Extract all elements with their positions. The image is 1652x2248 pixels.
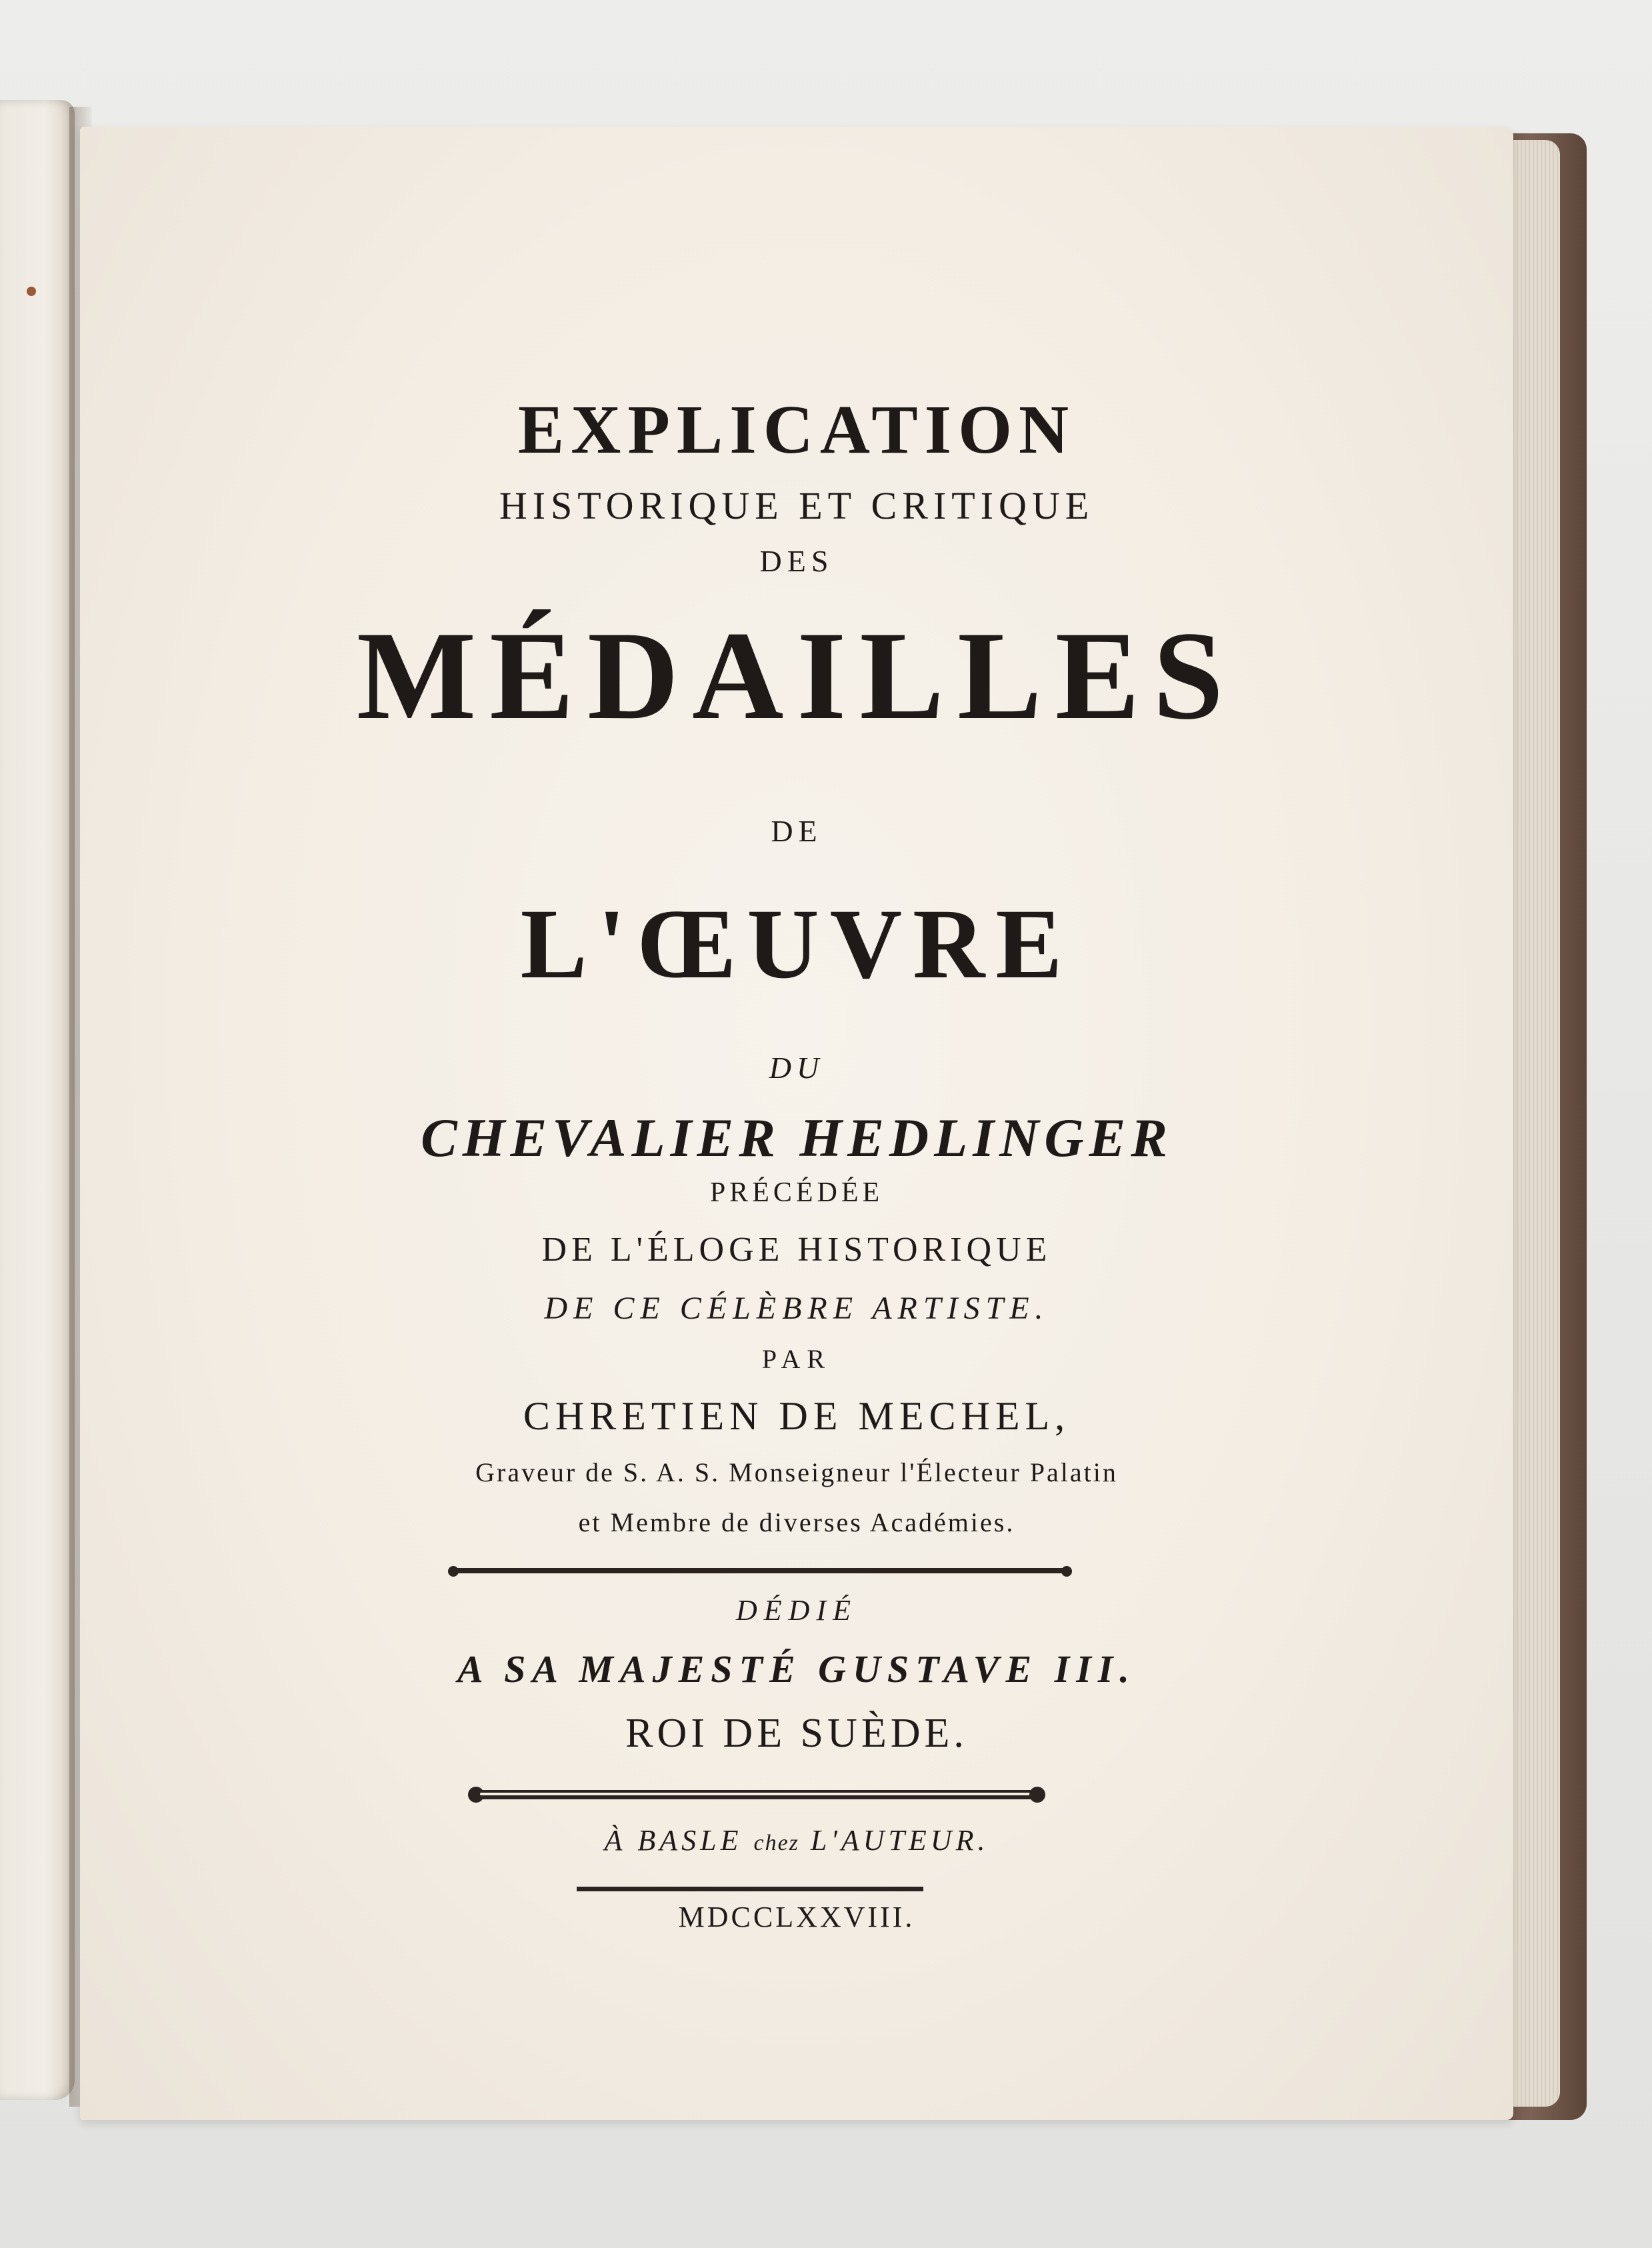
- title-line-eloge: DE L'ÉLOGE HISTORIQUE: [541, 1231, 1052, 1269]
- title-line-oeuvre: L'ŒUVRE: [520, 889, 1073, 999]
- ornamental-rule-bottom: [577, 1887, 923, 1891]
- title-line-chevalier: CHEVALIER HEDLINGER: [421, 1107, 1173, 1168]
- title-line-artiste: DE CE CÉLÈBRE ARTISTE.: [544, 1291, 1049, 1326]
- title-page: [80, 127, 1513, 2120]
- ornamental-rule-inner: [480, 1793, 1033, 1795]
- foxing-spot: [27, 287, 36, 296]
- dedication-title: ROI DE SUÈDE.: [625, 1711, 968, 1756]
- author-title-line1: Graveur de S. A. S. Monseigneur l'Électeur Palatin: [475, 1457, 1118, 1487]
- ornamental-rule-top: [453, 1568, 1067, 1573]
- title-line-du: DU: [769, 1051, 825, 1085]
- title-line-des: DES: [759, 544, 834, 578]
- left-page: [0, 100, 75, 2100]
- author-name: CHRETIEN DE MECHEL,: [523, 1394, 1071, 1438]
- title-line-explication: EXPLICATION: [517, 391, 1076, 468]
- imprint-line: [80, 1823, 1513, 1857]
- title-line-medailles: MÉDAILLES: [356, 606, 1237, 746]
- dedication-label: DÉDIÉ: [736, 1594, 857, 1627]
- title-line-de: DE: [771, 814, 823, 848]
- publication-date: MDCCLXXVIII.: [678, 1901, 915, 1933]
- dedication-recipient: A SA MAJESTÉ GUSTAVE III.: [457, 1647, 1136, 1691]
- title-line-precedee: PRÉCÉDÉE: [709, 1177, 884, 1208]
- ornamental-rule-middle: [473, 1790, 1040, 1799]
- imprint-chez: chez: [753, 1831, 799, 1855]
- title-line-historique: HISTORIQUE ET CRITIQUE: [499, 484, 1095, 527]
- title-page-content: [80, 127, 1513, 2120]
- imprint-author: L'AUTEUR.: [810, 1824, 989, 1857]
- title-line-par: PAR: [761, 1344, 832, 1374]
- imprint-place: À BASLE: [604, 1824, 743, 1857]
- author-title-line2: et Membre de diverses Académies.: [578, 1507, 1015, 1537]
